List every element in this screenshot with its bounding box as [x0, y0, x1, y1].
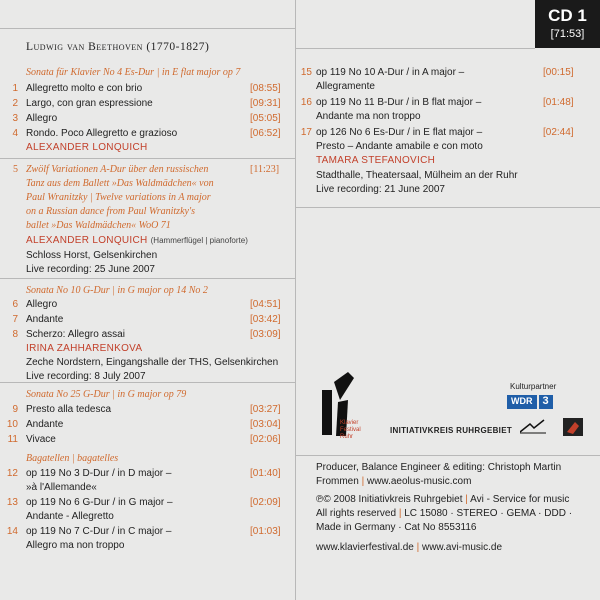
- venue: Zeche Nordstern, Eingangshalle der THS, Gelsenkirchen: [26, 357, 279, 368]
- composer-years: (1770-1827): [146, 41, 210, 53]
- initiativkreis-mark: [520, 418, 546, 434]
- credit-copyright: ℗© 2008 Initiativkreis Ruhrgebiet | Avi - Service for music: [316, 494, 570, 505]
- track-duration: [11:23]: [250, 164, 280, 175]
- performer-name: ALEXANDER LONQUICH (Hammerflügel | pianoforte): [26, 235, 248, 246]
- section-title: Sonata No 25 G-Dur | in G major op 79: [26, 389, 187, 400]
- credit-rights: All rights reserved | LC 15080 · STEREO · GEMA · DDD ·: [316, 508, 573, 519]
- performer-name: ALEXANDER LONQUICH: [26, 142, 148, 153]
- right-rule-1: [295, 48, 535, 49]
- recording-date: Live recording: 25 June 2007: [26, 264, 155, 275]
- recording-date: Live recording: 21 June 2007: [316, 184, 445, 195]
- track-subtitle: Andante ma non troppo: [316, 111, 421, 122]
- credit-websites: www.klavierfestival.de | www.avi-music.de: [316, 542, 503, 553]
- track-subtitle: Presto – Andante amabile e con moto: [316, 141, 483, 152]
- track-subtitle: Allegro ma non troppo: [26, 540, 125, 551]
- column-divider: [295, 0, 296, 600]
- initiativkreis-logo: INITIATIVKREIS RUHRGEBIET: [390, 426, 513, 435]
- venue: Stadthalle, Theatersaal, Mülheim an der Ruhr: [316, 170, 518, 181]
- credit-producer: Producer, Balance Engineer & editing: Christoph Martin: [316, 462, 562, 473]
- section-rule-2: [0, 278, 295, 279]
- cd-label-box: [535, 0, 600, 48]
- wdr3-logo: WDR 3: [507, 395, 567, 409]
- top-rule: [0, 28, 295, 29]
- section-title: Sonata für Klavier No 4 Es-Dur | in E flat major op 7: [26, 67, 241, 78]
- right-rule-3: [295, 455, 600, 456]
- section-title: ballet »Das Waldmädchen« WoO 71: [26, 220, 171, 231]
- recording-date: Live recording: 8 July 2007: [26, 371, 146, 382]
- performer-name: TAMARA STEFANOVICH: [316, 155, 436, 166]
- composer-heading: [26, 41, 209, 53]
- section-title: Tanz aus dem Ballett »Das Waldmädchen« von: [26, 178, 214, 189]
- composer-name: Ludwig van Beethoven: [26, 41, 143, 53]
- kulturpartner-label: Kulturpartner: [510, 382, 557, 391]
- performer-name: IRINA ZAHHARENKOVA: [26, 343, 143, 354]
- section-title: Zwölf Variationen A-Dur über den russischen: [26, 164, 209, 175]
- section-rule-1: [0, 158, 295, 159]
- section-title: on a Russian dance from Paul Wranitzky's: [26, 206, 195, 217]
- section-title: Sonata No 10 G-Dur | in G major op 14 No 2: [26, 285, 208, 296]
- cd-duration: [71:53]: [550, 28, 585, 40]
- track-subtitle: Allegramente: [316, 81, 375, 92]
- section-title: Paul Wranitzky | Twelve variations in A major: [26, 192, 211, 203]
- track-subtitle: »à l'Allemande«: [26, 482, 97, 493]
- cd-label: CD 1: [548, 6, 587, 25]
- festival-logo-text: Klavier Festival Ruhr: [340, 420, 361, 440]
- credit-producer-url: Frommen | www.aeolus-music.com: [316, 476, 472, 487]
- ruhr-red-mark: [563, 418, 583, 436]
- credit-catalog: Made in Germany · Cat No 8553116: [316, 522, 477, 533]
- venue: Schloss Horst, Gelsenkirchen: [26, 250, 158, 261]
- section-title: Bagatellen | bagatelles: [26, 453, 119, 464]
- right-rule-2: [295, 207, 600, 208]
- track-subtitle: Andante - Allegretto: [26, 511, 114, 522]
